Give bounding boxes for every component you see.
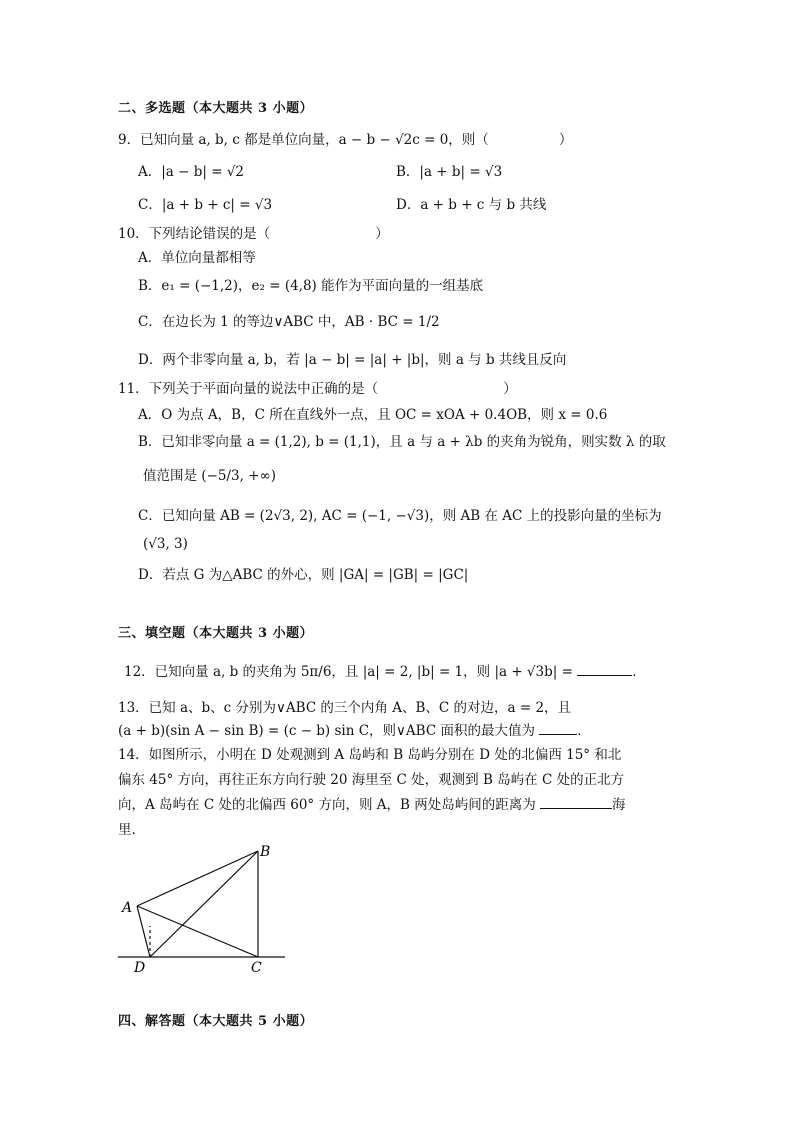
segment-ad [137, 906, 150, 957]
section-heading-solutions: 四、解答题（本大题共 5 小题） [118, 1014, 314, 1029]
question-10-paren-close: ） [375, 226, 389, 242]
question-13-period: ． [577, 723, 591, 739]
label-a: A [122, 900, 133, 916]
question-12 [124, 662, 646, 682]
segment-db [150, 851, 258, 957]
question-11-stem [118, 379, 517, 399]
question-13-text: (a + b)(sin A − sin B) = (c − b) sin C，则∨ABC 面积的最大值为 [118, 723, 535, 739]
question-12-text: 12．已知向量 a, b 的夹角为 5π/6，且 |a| = 2, |b| = 1，则 |a + √3b| = [124, 664, 573, 680]
question-9-stem [118, 130, 572, 150]
question-9-option-d: D．a + b + c 与 b 共线 [396, 197, 547, 213]
question-14-line3 [118, 795, 626, 815]
question-11-option-c-line2: (√3, 3) [143, 536, 188, 552]
question-11-text: 11．下列关于平面向量的说法中正确的是（ [118, 381, 379, 397]
question-9-paren-close: ） [558, 132, 573, 148]
island-geometry-figure [110, 840, 310, 980]
question-10-stem [118, 224, 389, 244]
question-14-text: 向，A 岛屿在 C 处的北偏西 60° 方向，则 A，B 两处岛屿间的距离为 [118, 797, 536, 813]
question-11-paren-close: ） [503, 381, 517, 397]
question-12-answer-blank[interactable] [577, 662, 632, 676]
question-11-option-b-line2: 值范围是 (−5/3, +∞) [143, 468, 277, 484]
question-13-answer-blank[interactable] [539, 721, 577, 735]
question-13-line2 [118, 721, 591, 741]
question-10-option-d: D．两个非零向量 a, b，若 |a − b| = |a| + |b|，则 a 与 b 共线且反向 [138, 352, 567, 368]
label-b: B [260, 844, 271, 860]
question-11-option-d: D．若点 G 为△ABC 的外心，则 |GA| = |GB| = |GC| [138, 567, 469, 583]
segment-ab [137, 851, 258, 906]
question-11-option-a: A．O 为点 A，B，C 所在直线外一点，且 OC = xOA + 0.4OB，则 x = 0.6 [138, 407, 608, 423]
question-14-line2: 偏东 45° 方向，再往正东方向行驶 20 海里至 C 处，观测到 B 岛屿在 C 处的正北方 [118, 772, 625, 788]
question-9-text: 9．已知向量 a, b, c 都是单位向量，a − b − √2c = 0，则（ [118, 132, 489, 148]
question-11-option-b-line1: B．已知非零向量 a = (1,2), b = (1,1)，且 a 与 a + λb 的夹角为锐角，则实数 λ 的取 [138, 434, 666, 450]
question-14-answer-blank[interactable] [540, 795, 612, 809]
question-14-unit: 海 [612, 797, 626, 813]
segment-ac [137, 906, 258, 957]
label-d: D [134, 960, 146, 976]
section-heading-multiple-choice: 二、多选题（本大题共 3 小题） [118, 101, 314, 116]
question-9-option-b: B．|a + b| = √3 [396, 164, 503, 180]
question-10-option-b: B．e₁ = (−1,2)，e₂ = (4,8) 能作为平面向量的一组基底 [138, 278, 484, 294]
question-14-line1: 14．如图所示，小明在 D 处观测到 A 岛屿和 B 岛屿分别在 D 处的北偏西 15° 和北 [118, 747, 622, 763]
label-c: C [251, 960, 262, 976]
question-9-option-a: A．|a − b| = √2 [138, 164, 245, 180]
question-9-option-c: C．|a + b + c| = √3 [138, 197, 273, 213]
section-heading-fill-in: 三、填空题（本大题共 3 小题） [118, 626, 314, 641]
question-13-line1: 13．已知 a、b、c 分别为∨ABC 的三个内角 A、B、C 的对边，a = 2，且 [118, 700, 572, 716]
question-12-period: ． [632, 664, 646, 680]
question-10-text: 10．下列结论错误的是（ [118, 226, 271, 242]
question-11-option-c-line1: C．已知向量 AB = (2√3, 2), AC = (−1, −√3)，则 AB 在 AC 上的投影向量的坐标为 [138, 508, 662, 524]
question-10-option-c: C．在边长为 1 的等边∨ABC 中，AB · BC = 1/2 [138, 314, 440, 330]
question-14-line4: 里. [118, 822, 136, 838]
question-10-option-a: A．单位向量都相等 [138, 250, 256, 266]
